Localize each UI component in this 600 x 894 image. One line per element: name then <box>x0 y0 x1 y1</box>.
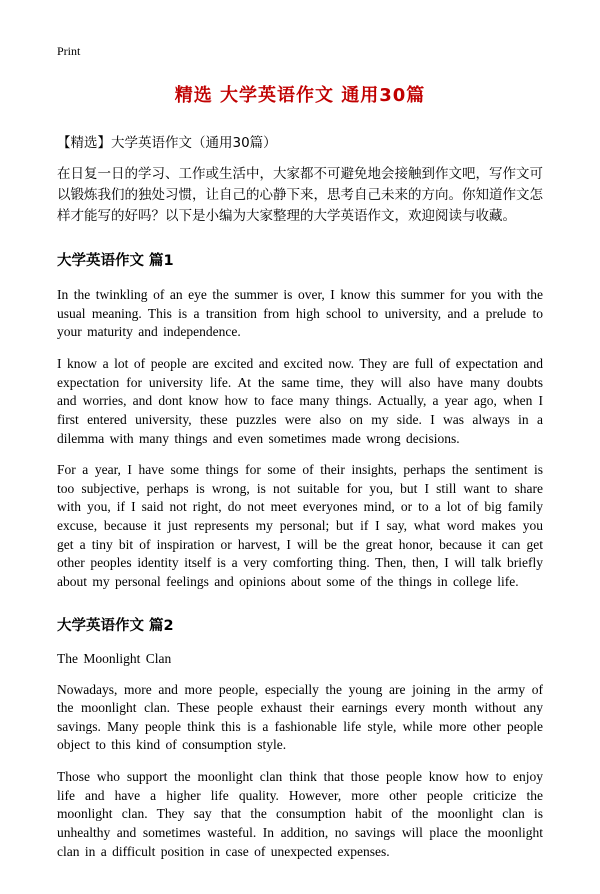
essay1-paragraph-2: I know a lot of people are excited and excited now. They are full of expectation and expectation for university life. At the same time, they will also have many doubts and worries, and dont know how to face many things. Actually, a year ago, when I first entered university, these puzzles were also on my side. I was always in a dilemma with many things and even sometimes made wrong decisions. <box>57 356 543 446</box>
essay1-paragraph-1: In the twinkling of an eye the summer is over, I know this summer for you with the usual meaning. This is a transition from high school to university, and a prelude to your maturity and independence. <box>57 287 543 340</box>
section-heading-2: 大学英语作文 篇2 <box>57 617 174 634</box>
essay2-paragraph-2: Those who support the moonlight clan think that those people know how to enjoy life and have a higher life quality. However, more other people criticize the moonlight clan. They say that the consumption habit of the moonlight clan is unhealthy and sometimes wasteful. In addition, no savings will place the moonlight clan in a difficult position in case of unexpected expenses. <box>57 769 543 859</box>
document-subtitle: 【精选】大学英语作文（通用30篇） <box>57 135 277 151</box>
print-link[interactable]: Print <box>57 44 81 58</box>
intro-paragraph: 在日复一日的学习、工作或生活中，大家都不可避免地会接触到作文吧，写作文可以锻炼我们的独处习惯，让自己的心静下来，思考自己未来的方向。你知道作文怎样才能写的好吗？以下是小编为大家整理的大学英语作文，欢迎阅读与收藏。 <box>57 166 543 225</box>
essay2-paragraph-1: Nowadays, more and more people, especially the young are joining in the army of the moonlight clan. These people exhaust their earnings every month without any savings. Many people think this is a fashionable life style, while more other people object to this kind of consumption style. <box>57 681 543 753</box>
essay2-subtitle: The Moonlight Clan <box>57 650 172 666</box>
document-title: 精选 大学英语作文 通用30篇 <box>174 85 426 106</box>
essay1-paragraph-3: For a year, I have some things for some of their insights, perhaps the sentiment is too subjective, perhaps is wrong, is not suitable for you, but I still want to share with you, if I said not right, do not meet everyones mind, or to a lot of big family excuse, because it just represents my personal; but if I say, what word makes you get a tiny bit of inspiration or harvest, I will be the great honor, because it can get other peoples identity itself is a very comforting thing. Then, then, I will talk briefly about my personal feelings and opinions about some of the things in college life. <box>57 462 543 589</box>
section-heading-1: 大学英语作文 篇1 <box>57 253 174 270</box>
